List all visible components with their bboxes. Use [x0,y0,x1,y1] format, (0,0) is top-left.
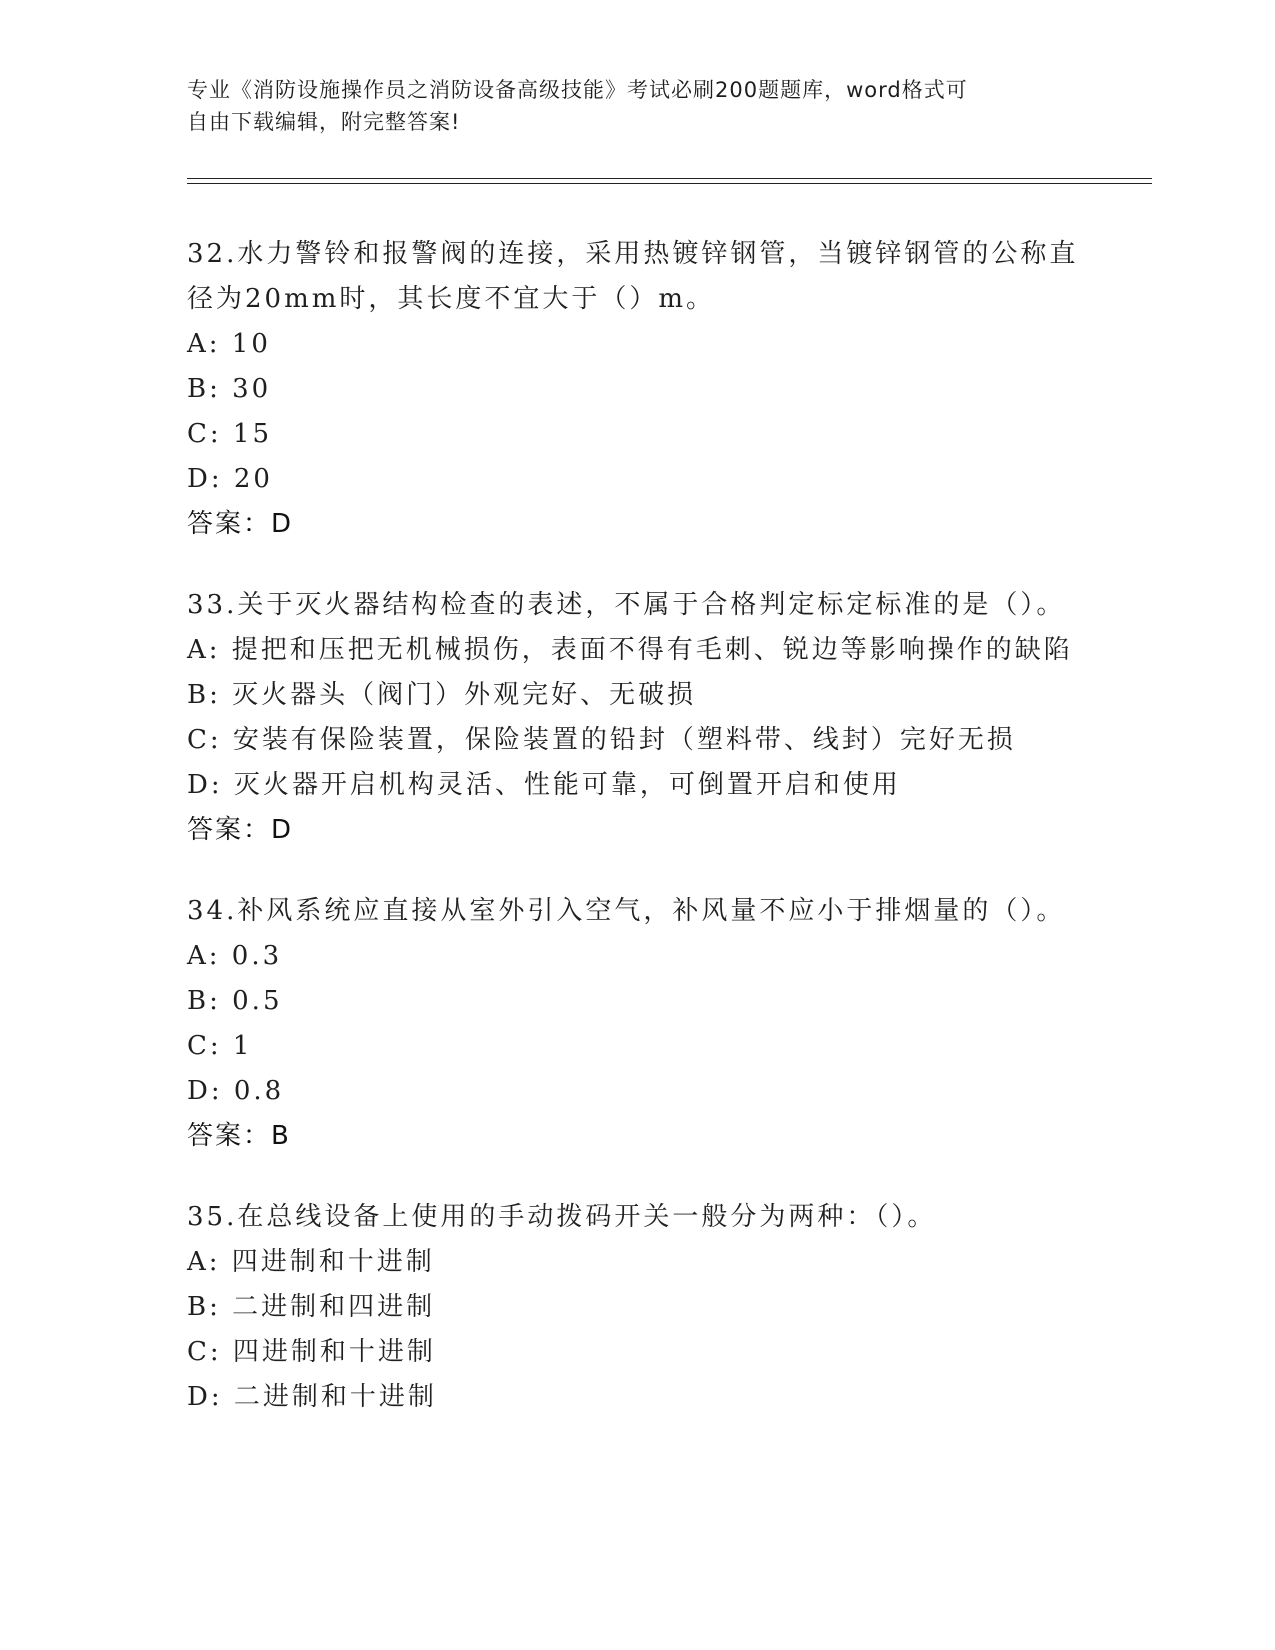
option-c: C: 安装有保险装置，保险装置的铅封（塑料带、线封）完好无损 [187,725,1016,755]
option-d: D: 0.8 [187,1076,285,1106]
option-a: A: 提把和压把无机械损伤，表面不得有毛刺、锐边等影响操作的缺陷 [187,635,1073,665]
option-b: B: 灭火器头（阀门）外观完好、无破损 [187,680,697,710]
answer-line [187,502,1087,547]
header-line-2: 自由下载编辑，附完整答案! [187,110,461,134]
option-d: D: 二进制和十进制 [187,1382,437,1412]
option-b: B: 二进制和四进制 [187,1292,436,1322]
answer-line [187,1114,1087,1159]
option-d: D: 20 [187,464,273,494]
question-33 [187,583,1087,853]
option-b: B: 30 [187,374,272,404]
answer-line [187,808,1087,853]
option-a: A: 0.3 [187,941,283,971]
answer-value: D [271,815,294,845]
question-list [187,232,1087,1456]
question-stem-line-1: 34.补风系统应直接从室外引入空气，补风量不应小于排烟量的（）。 [187,896,1066,926]
header-line-1: 专业《消防设施操作员之消防设备高级技能》考试必刷200题题库，word格式可 [187,78,968,102]
option-a: A: 四进制和十进制 [187,1247,435,1277]
document-header [187,74,1067,138]
option-c: C: 1 [187,1031,253,1061]
answer-value: D [271,509,294,539]
question-32 [187,232,1087,547]
question-stem-line-1: 33.关于灭火器结构检查的表述，不属于合格判定标定标准的是（）。 [187,590,1066,620]
option-c: C: 15 [187,419,273,449]
header-divider-bottom [187,183,1152,184]
answer-label: 答案： [187,509,272,539]
answer-label: 答案： [187,815,272,845]
option-d: D: 灭火器开启机构灵活、性能可靠，可倒置开启和使用 [187,770,901,800]
question-35 [187,1195,1087,1420]
question-stem-line-2: 径为20mm时，其长度不宜大于（）m。 [187,284,716,314]
answer-label: 答案： [187,1121,272,1151]
question-34 [187,889,1087,1159]
header-divider-top [187,178,1152,179]
option-a: A: 10 [187,329,271,359]
question-stem-line-1: 32.水力警铃和报警阀的连接，采用热镀锌钢管，当镀锌钢管的公称直 [187,239,1079,269]
option-c: C: 四进制和十进制 [187,1337,436,1367]
question-stem-line-1: 35.在总线设备上使用的手动拨码开关一般分为两种：（）。 [187,1202,937,1232]
option-b: B: 0.5 [187,986,283,1016]
answer-value: B [271,1121,291,1151]
